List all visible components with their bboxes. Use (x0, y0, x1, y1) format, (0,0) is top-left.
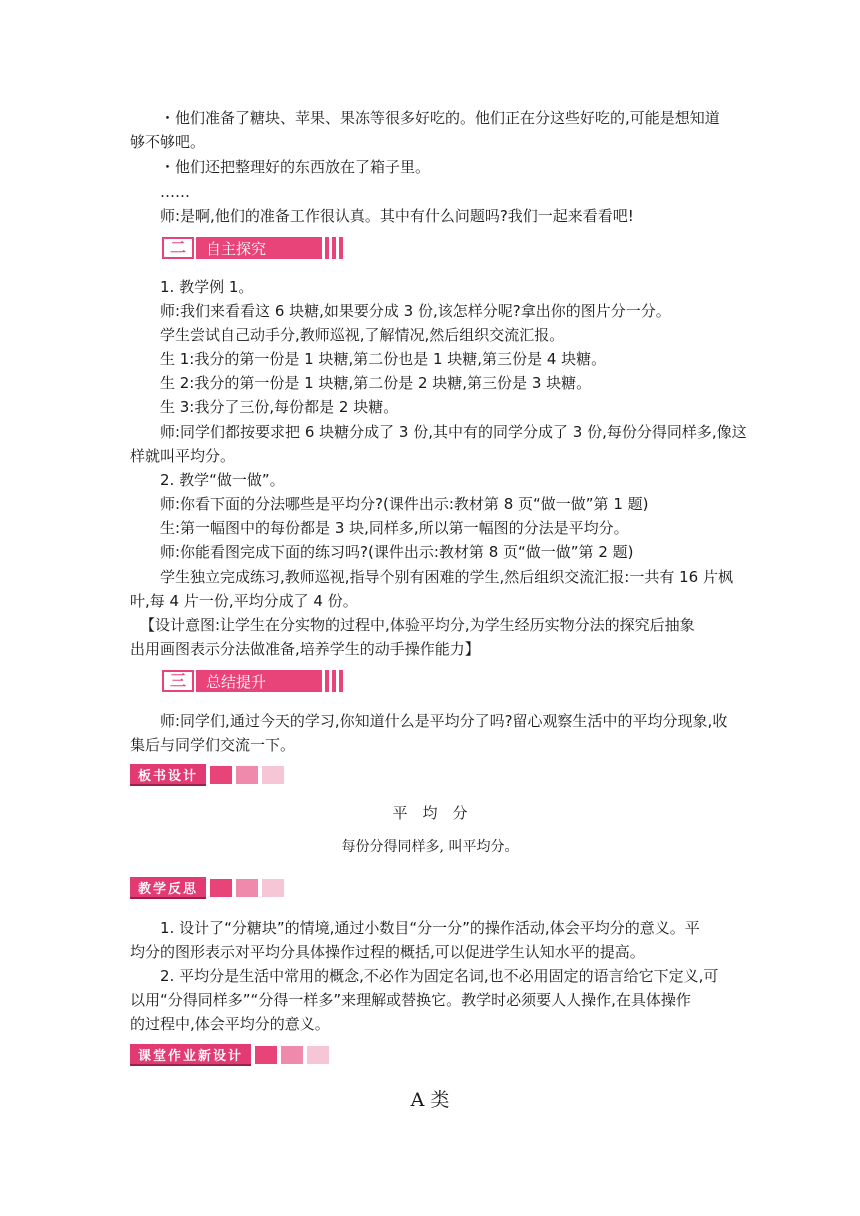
category-a-title: A 类 (410, 1089, 450, 1111)
board-text: 每份分得同样多, 叫平均分。 (341, 839, 519, 855)
paragraph: 够不够吧。 (130, 133, 206, 151)
paragraph: 师:我们来看看这 6 块糖,如果要分成 3 份,该怎样分呢?拿出你的图片分一分。 (160, 302, 671, 320)
paragraph: 均分的图形表示对平均分具体操作过程的概括,可以促进学生认知水平的提高。 (130, 943, 645, 961)
board-design-label: 板书设计 (130, 764, 206, 786)
decorative-square (210, 766, 232, 784)
decorative-square (255, 1046, 277, 1064)
decorative-bars (325, 670, 346, 692)
section-title: 总结提升 (196, 670, 322, 692)
paragraph: 集后与同学们交流一下。 (130, 736, 296, 754)
paragraph: 以用“分得同样多”“分得一样多”来理解或替换它。教学时必须要人人操作,在具体操作 (130, 991, 691, 1009)
decorative-square (210, 879, 232, 897)
board-design-header (130, 763, 284, 787)
paragraph: 学生尝试自己动手分,教师巡视,了解情况,然后组织交流汇报。 (160, 326, 565, 344)
paragraph: 1. 教学例 1。 (160, 278, 254, 296)
reflection-header (130, 876, 284, 900)
design-intent: 出用画图表示分法做准备,培养学生的动手操作能力】 (130, 640, 480, 658)
section-header-explore (162, 235, 346, 261)
decorative-bars (325, 237, 346, 259)
board-title: 平 均 分 (392, 804, 468, 822)
paragraph: 生 2:我分的第一份是 1 块糖,第二份是 2 块糖,第三份是 3 块糖。 (160, 374, 592, 392)
reflection-label: 教学反思 (130, 877, 206, 899)
section-number: 三 (162, 670, 194, 692)
paragraph: 生:第一幅图中的每份都是 3 块,同样多,所以第一幅图的分法是平均分。 (160, 519, 629, 537)
decorative-square (262, 879, 284, 897)
homework-label: 课堂作业新设计 (130, 1044, 251, 1066)
paragraph: 生 3:我分了三份,每份都是 2 块糖。 (160, 398, 399, 416)
paragraph: 2. 平均分是生活中常用的概念,不必作为固定名词,也不必用固定的语言给它下定义,可 (160, 967, 719, 985)
design-intent: 【设计意图:让学生在分实物的过程中,体验平均分,为学生经历实物分法的探究后抽象 (140, 616, 695, 634)
ellipsis: …… (160, 183, 190, 201)
paragraph: 的过程中,体会平均分的意义。 (130, 1015, 330, 1033)
paragraph: 师:你能看图完成下面的练习吗?(课件出示:教材第 8 页“做一做”第 2 题) (160, 543, 634, 561)
paragraph: 叶,每 4 片一份,平均分成了 4 份。 (130, 592, 358, 610)
paragraph: 2. 教学“做一做”。 (160, 471, 285, 489)
paragraph: 师:同学们都按要求把 6 块糖分成了 3 份,其中有的同学分成了 3 份,每份分得同样多,像这 (160, 423, 747, 441)
paragraph: ・他们准备了糖块、苹果、果冻等很多好吃的。他们正在分这些好吃的,可能是想知道 (160, 109, 720, 127)
paragraph: 生 1:我分的第一份是 1 块糖,第二份也是 1 块糖,第三份是 4 块糖。 (160, 350, 607, 368)
section-header-summary (162, 668, 346, 694)
homework-header (130, 1043, 329, 1067)
paragraph: 学生独立完成练习,教师巡视,指导个别有困难的学生,然后组织交流汇报:一共有 16 片枫 (160, 568, 733, 586)
paragraph: 师:你看下面的分法哪些是平均分?(课件出示:教材第 8 页“做一做”第 1 题) (160, 495, 649, 513)
decorative-square (262, 766, 284, 784)
paragraph: ・他们还把整理好的东西放在了箱子里。 (160, 158, 431, 176)
paragraph: 1. 设计了“分糖块”的情境,通过小数目“分一分”的操作活动,体会平均分的意义。平 (160, 919, 700, 937)
paragraph: 师:是啊,他们的准备工作很认真。其中有什么问题吗?我们一起来看看吧! (160, 207, 634, 225)
paragraph: 师:同学们,通过今天的学习,你知道什么是平均分了吗?留心观察生活中的平均分现象,收 (160, 712, 728, 730)
decorative-square (236, 879, 258, 897)
decorative-square (281, 1046, 303, 1064)
section-number: 二 (162, 237, 194, 259)
section-title: 自主探究 (196, 237, 322, 259)
decorative-square (236, 766, 258, 784)
paragraph: 样就叫平均分。 (130, 447, 236, 465)
decorative-square (307, 1046, 329, 1064)
